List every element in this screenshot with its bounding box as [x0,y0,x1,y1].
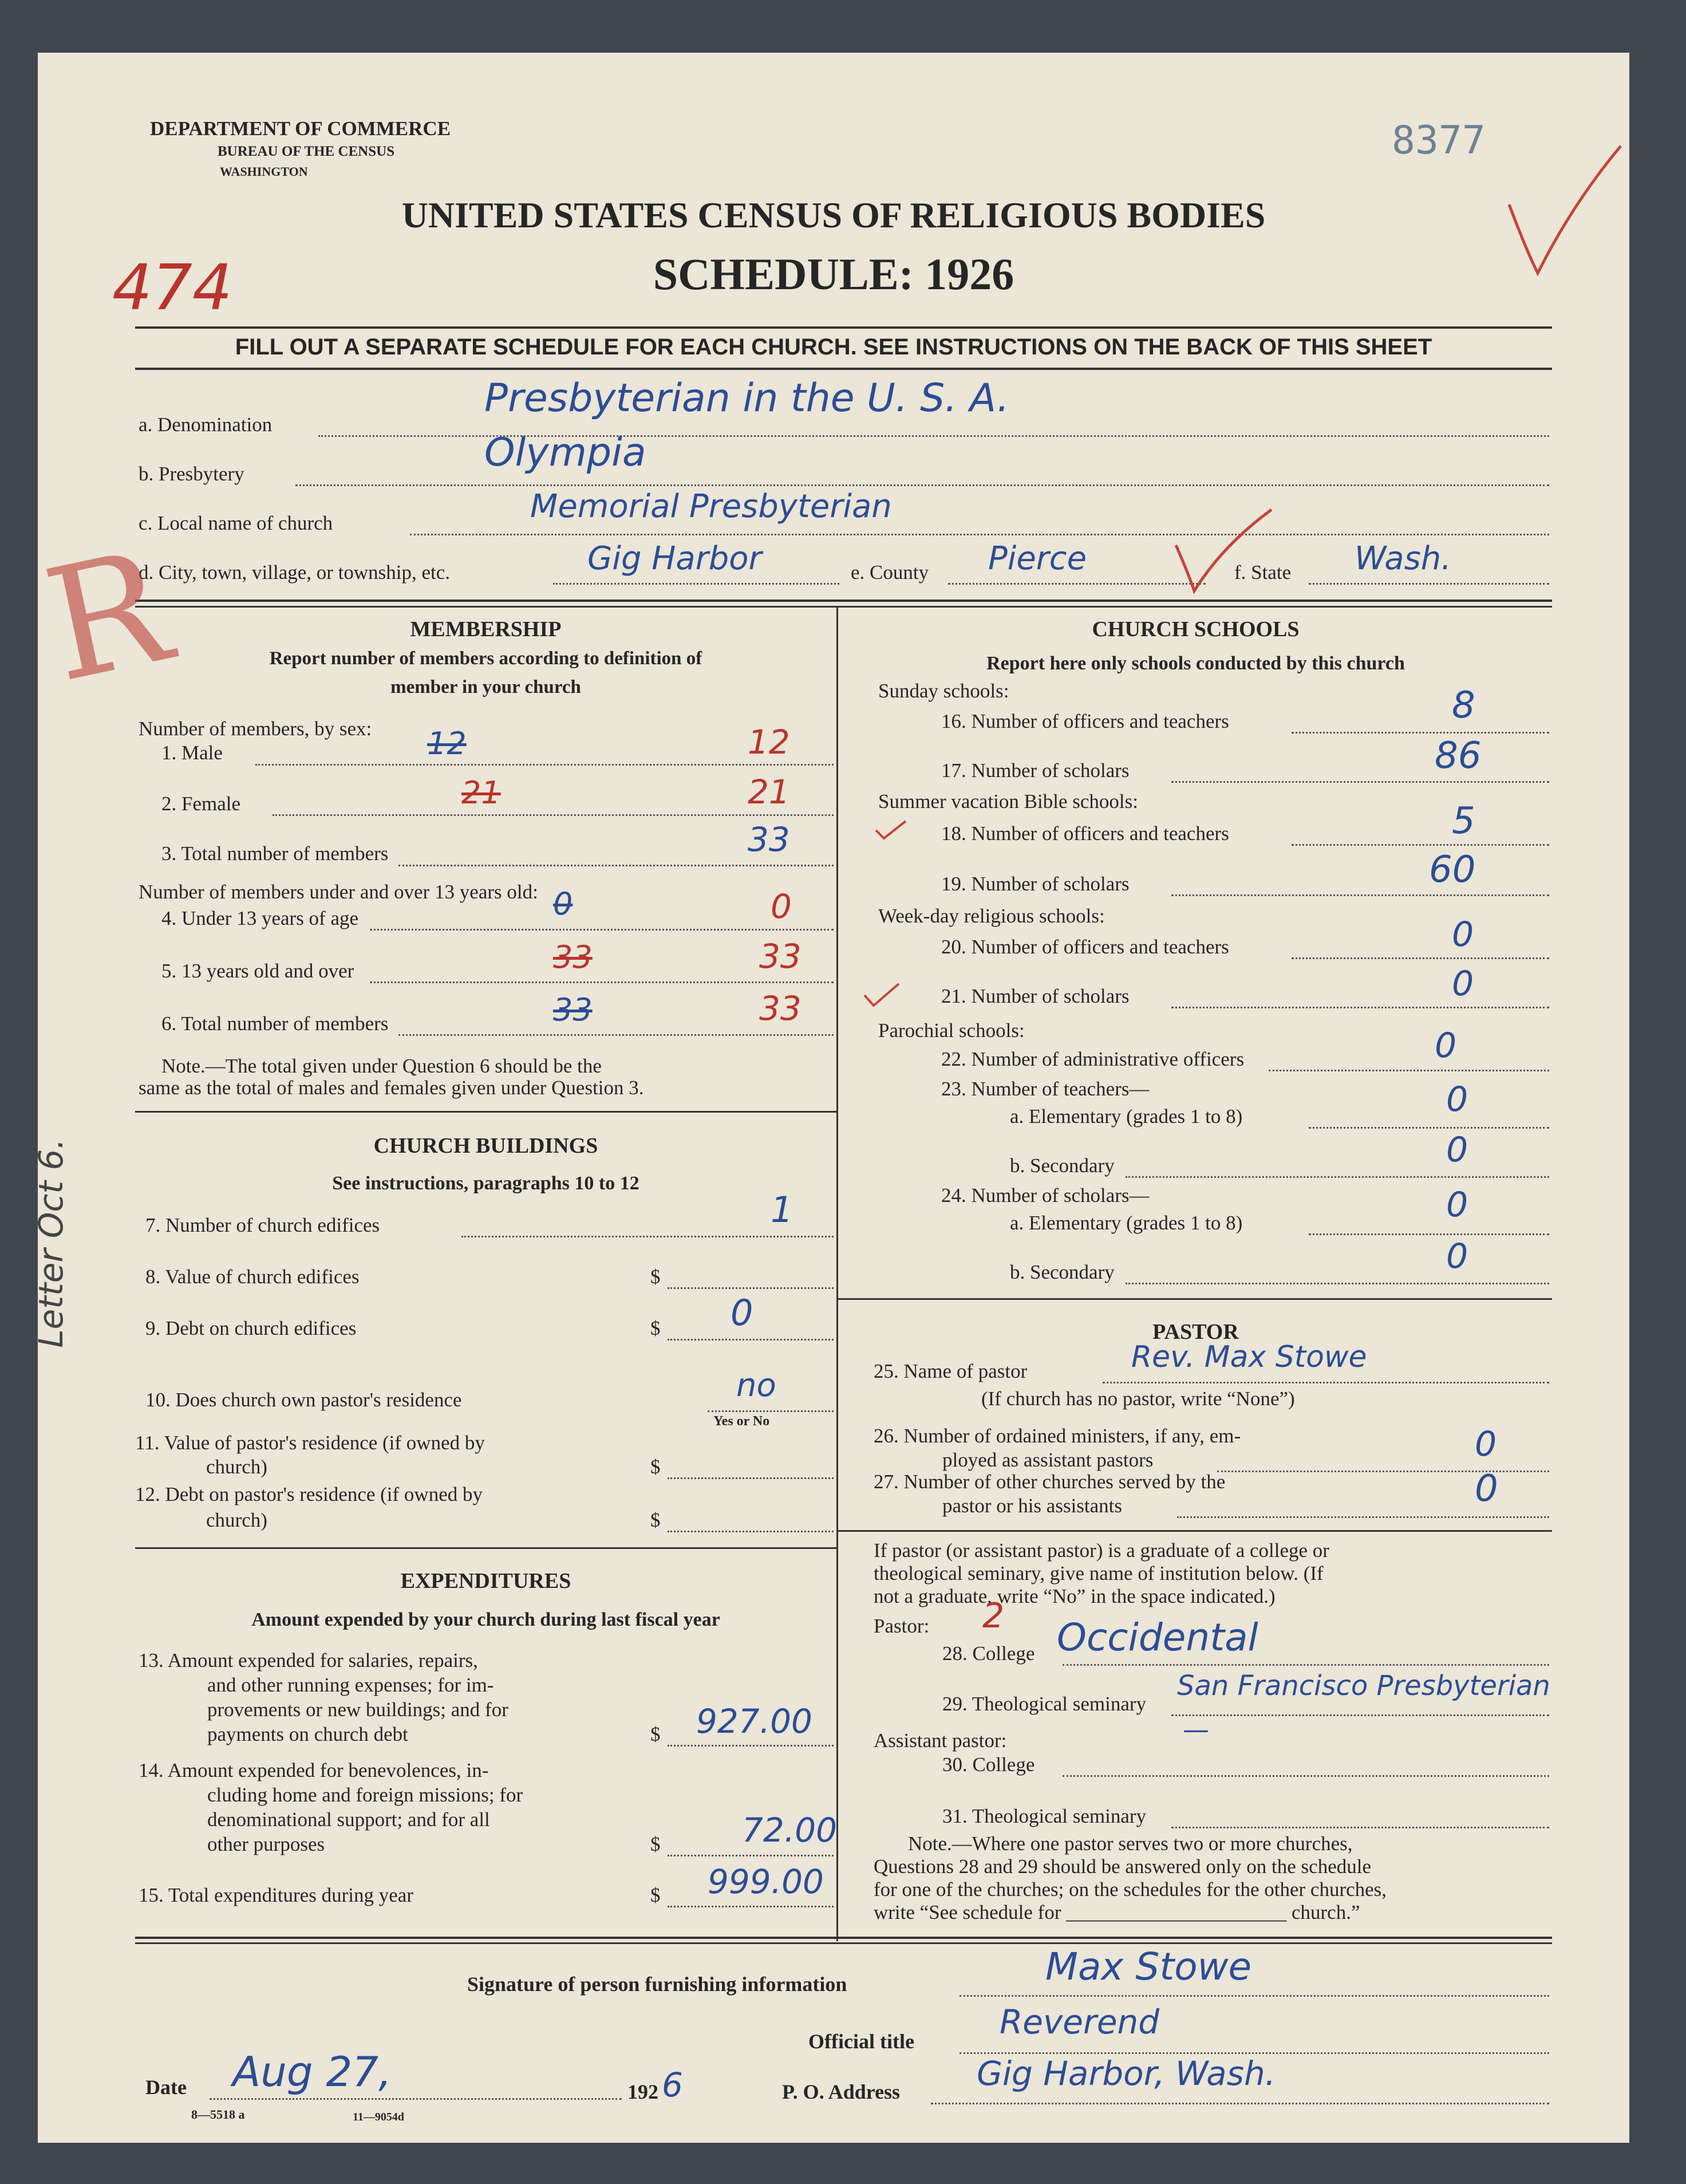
q7-line [461,1236,834,1237]
q29-line [1171,1714,1549,1716]
q27-line-2: pastor or his assistants [942,1495,1123,1517]
q30-label: 30. College [942,1753,1035,1776]
q27-line [1177,1516,1549,1518]
q6-orig: 33 [553,992,593,1028]
q11-label2: church) [206,1456,267,1478]
q17-value[interactable]: 86 [1435,735,1482,777]
q20-label: 20. Number of officers and teachers [941,936,1229,958]
q1-value[interactable]: 12 [748,723,790,762]
q22-value[interactable]: 0 [1435,1026,1457,1066]
q10-hint: Yes or No [713,1414,770,1429]
q26-line [1217,1471,1549,1472]
q12-line [668,1531,834,1532]
q11-line [668,1477,834,1479]
pastor-sub-label: Pastor: [874,1615,930,1637]
q2-orig: 21 [461,775,501,811]
age-heading: Number of members under and over 13 years old: [139,881,538,903]
grad-note-1: If pastor (or assistant pastor) is a graduate of a college or [874,1539,1329,1562]
city-value[interactable]: Gig Harbor [587,540,762,577]
q15-line [668,1906,834,1907]
q10-value[interactable]: no [736,1367,776,1404]
pastor-note-3: for one of the churches; on the schedules for the other churches, [874,1878,1387,1901]
grad-note-3: not a graduate, write “No” in the space indicated.) [874,1585,1276,1607]
q7-value[interactable]: 1 [771,1189,793,1231]
q21-value[interactable]: 0 [1452,964,1474,1004]
q5-value[interactable]: 33 [759,937,801,976]
q14-line-1: 14. Amount expended for benevolences, in- [139,1759,489,1781]
presbytery-label: b. Presbytery [139,463,244,485]
date-label: Date [145,2076,187,2099]
membership-intro-2: member in your church [390,677,581,697]
q23a-value[interactable]: 0 [1446,1079,1468,1119]
q10-label: 10. Does church own pastor's residence [145,1389,462,1411]
review-mark-r: R [31,516,183,717]
q8-label: 8. Value of church edifices [145,1266,360,1288]
instruction-banner: FILL OUT A SEPARATE SCHEDULE FOR EACH CHURCH. SEE INSTRUCTIONS ON THE BACK OF THIS SHEET [235,334,1432,360]
q15-label: 15. Total expenditures during year [139,1884,413,1906]
q7-label: 7. Number of church edifices [145,1214,380,1236]
q26-value[interactable]: 0 [1475,1424,1497,1464]
bureau-line: BUREAU OF THE CENSUS [218,144,395,159]
q26-line-2: ployed as assistant pastors [942,1449,1154,1471]
city-line: WASHINGTON [220,164,308,179]
q22-line [1269,1070,1549,1071]
q16-value[interactable]: 8 [1452,684,1475,727]
q5-label: 5. 13 years old and over [161,960,354,982]
q13-line-4: payments on church debt [207,1723,408,1745]
presbytery-value[interactable]: Olympia [484,430,646,475]
q23a-line [1309,1127,1549,1129]
q2-value[interactable]: 21 [748,772,790,811]
q15-dollar: $ [650,1884,661,1906]
q6-line [398,1034,834,1036]
rule-graduate [838,1530,1552,1532]
q24a-label: a. Elementary (grades 1 to 8) [1010,1212,1243,1234]
print-code: 11—9054d [353,2111,405,2123]
q21-label: 21. Number of scholars [941,985,1130,1007]
form-title: UNITED STATES CENSUS OF RELIGIOUS BODIES [401,195,1266,235]
q19-label: 19. Number of scholars [941,873,1130,895]
q3-value[interactable]: 33 [748,820,790,859]
pastor-heading: PASTOR [1152,1320,1239,1344]
q18-label: 18. Number of officers and teachers [941,822,1229,845]
local-name-label: c. Local name of church [139,512,333,534]
state-label: f. State [1234,561,1292,584]
year-value[interactable]: 6 [662,2065,683,2104]
check-mark-icon [874,819,908,842]
q24b-line [1126,1283,1549,1284]
q10-line [708,1410,834,1412]
q14-line-4: other purposes [207,1833,325,1855]
q24a-line [1309,1233,1549,1235]
q21-line [1171,1007,1549,1008]
q25-hint: (If church has no pastor, write “None”) [981,1387,1295,1410]
sunday-heading: Sunday schools: [878,680,1009,702]
stamp-number: 8377 [1392,118,1486,163]
q23b-line [1126,1176,1549,1178]
column-divider [836,607,838,1941]
q22-label: 22. Number of administrative officers [941,1048,1245,1070]
q28-value[interactable]: Occidental [1057,1615,1258,1659]
pastor-note-2: Questions 28 and 29 should be answered only on the schedule [874,1855,1372,1878]
signature-label: Signature of person furnishing information [467,1973,847,1996]
q30-line [1063,1775,1549,1777]
q5-orig: 33 [553,939,593,975]
pastor-note-1: Note.—Where one pastor serves two or more churches, [908,1832,1353,1855]
q31-label: 31. Theological seminary [942,1805,1147,1827]
q5-line [370,981,834,983]
signature-line [960,1995,1549,1997]
q16-line [1292,732,1549,734]
q15-value[interactable]: 999.00 [708,1862,824,1901]
q9-label: 9. Debt on church edifices [145,1317,357,1339]
local-name-line [410,534,1549,535]
rule-expenditures [135,1547,836,1549]
census-form-sheet [31,53,1629,2143]
signature[interactable]: Max Stowe [1045,1945,1252,1989]
q29-value[interactable]: San Francisco Presbyterian [1177,1670,1550,1702]
q19-value[interactable]: 60 [1429,849,1476,891]
q11-dollar: $ [650,1456,661,1478]
q13-dollar: $ [650,1723,661,1745]
q1-line [255,764,834,766]
q24a-value[interactable]: 0 [1446,1185,1468,1225]
header-rule-2 [135,368,1552,370]
q19-line [1171,894,1549,896]
q12-dollar: $ [650,1509,661,1531]
q28-line [1063,1664,1549,1666]
q6-value[interactable]: 33 [759,989,801,1028]
q24b-value[interactable]: 0 [1446,1236,1468,1276]
q17-line [1171,781,1549,783]
membership-note-2: same as the total of males and females given under Question 3. [139,1077,644,1099]
county-value[interactable]: Pierce [988,540,1087,577]
buildings-sub: See instructions, paragraphs 10 to 12 [332,1173,639,1194]
state-line [1309,583,1549,585]
summer-heading: Summer vacation Bible schools: [878,790,1138,813]
q23a-label: a. Elementary (grades 1 to 8) [1010,1105,1243,1128]
q12-label: 12. Debt on pastor's residence (if owned by [135,1483,483,1505]
denomination-value[interactable]: Presbyterian in the U. S. A. [484,376,1009,421]
footer-rule-2 [135,1942,1552,1944]
county-label: e. County [851,561,929,584]
form-code: 8—5518 a [191,2107,245,2122]
q3-line [398,865,834,866]
rule-pastor [838,1298,1552,1300]
membership-heading: MEMBERSHIP [410,617,562,641]
denomination-label: a. Denomination [139,413,273,436]
q18-line [1292,844,1549,846]
q28-label: 28. College [942,1642,1035,1665]
address-line [931,2103,1549,2104]
header-rule [135,326,1552,329]
section-rule [135,600,1552,602]
margin-note: Letter Oct 6. [31,1138,70,1348]
q23b-label: b. Secondary [1010,1154,1115,1177]
q13-line-3: provements or new buildings; and for [207,1698,508,1721]
q4-label: 4. Under 13 years of age [161,907,359,929]
q16-label: 16. Number of officers and teachers [941,710,1229,732]
q27-value[interactable]: 0 [1475,1468,1498,1510]
state-value[interactable]: Wash. [1355,540,1452,577]
membership-intro-1: Report number of members according to definition of [269,648,702,669]
membership-note-1: Note.—The total given under Question 6 should be the [161,1055,602,1077]
q14-line-3: denominational support; and for all [207,1808,490,1831]
city-label: d. City, town, village, or township, etc. [139,561,451,584]
check-mark-icon [862,980,902,1009]
q14-line [668,1855,834,1856]
city-line [553,583,839,585]
department-line: DEPARTMENT OF COMMERCE [150,117,451,140]
q9-value[interactable]: 0 [731,1292,753,1334]
q31-line [1171,1827,1549,1828]
address-label: P. O. Address [782,2080,901,2103]
q29-label: 29. Theological seminary [942,1693,1147,1715]
county-line [948,583,1206,585]
q27-line-1: 27. Number of other churches served by the [874,1471,1226,1493]
official-title[interactable]: Reverend [1000,2002,1160,2041]
q25-line [1103,1382,1549,1383]
q4-value[interactable]: 0 [771,887,792,926]
q1-orig: 12 [427,726,467,762]
q14-value[interactable]: 72.00 [742,1811,838,1850]
q23-label: 23. Number of teachers— [941,1078,1150,1100]
q23b-value[interactable]: 0 [1446,1130,1468,1170]
parochial-heading: Parochial schools: [878,1019,1025,1042]
q11-label: 11. Value of pastor's residence (if owned by [135,1432,485,1454]
schedule-title: SCHEDULE: 1926 [653,249,1014,299]
q14-dollar: $ [650,1833,661,1855]
schools-intro: Report here only schools conducted by this church [986,653,1405,674]
address-value[interactable]: Gig Harbor, Wash. [977,2054,1276,2093]
q13-line [668,1745,834,1747]
q17-label: 17. Number of scholars [941,759,1130,782]
q13-value[interactable]: 927.00 [696,1702,812,1741]
handwritten-number: 474 [112,251,232,324]
q20-value[interactable]: 0 [1452,914,1474,955]
q2-line [273,814,834,816]
buildings-heading: CHURCH BUILDINGS [373,1134,598,1158]
q18-value[interactable]: 5 [1452,800,1475,842]
q25-label: 25. Name of pastor [874,1360,1028,1382]
q25-value[interactable]: Rev. Max Stowe [1131,1340,1367,1374]
pastor-note-4: write “See schedule for ______________________ church.” [874,1901,1360,1923]
q8-line [668,1287,834,1289]
q4-orig: 0 [553,886,573,922]
footer-rule [135,1937,1552,1939]
q20-line [1292,957,1549,959]
q13-line-2: and other running expenses; for im- [207,1674,494,1696]
rule-buildings [135,1111,836,1113]
q1-label: 1. Male [161,742,223,764]
assistant-label: Assistant pastor: [874,1729,1007,1752]
q24b-label: b. Secondary [1010,1261,1115,1283]
q3-label: 3. Total number of members [161,842,389,865]
q24-label: 24. Number of scholars— [941,1184,1150,1207]
section-rule-2 [135,606,1552,608]
q12-label2: church) [206,1509,267,1531]
q9-line [668,1339,834,1341]
expenditures-heading: EXPENDITURES [400,1569,571,1593]
assistant-dash: — [1183,1714,1209,1745]
expenditures-sub: Amount expended by your church during last fiscal year [251,1609,720,1630]
q9-dollar: $ [650,1317,661,1339]
q13-line-1: 13. Amount expended for salaries, repairs, [139,1649,478,1671]
q8-dollar: $ [650,1266,661,1288]
pastor-mark: 2 [982,1596,1005,1636]
q4-line [370,929,834,931]
official-title-label: Official title [808,2030,914,2053]
year-prefix: 192 [627,2080,658,2103]
q26-line-1: 26. Number of ordained ministers, if any, em- [874,1425,1241,1447]
weekday-heading: Week-day religious schools: [878,905,1105,927]
schools-heading: CHURCH SCHOOLS [1092,617,1300,641]
q6-label: 6. Total number of members [161,1012,389,1035]
presbytery-line [295,484,1549,486]
q14-line-2: cluding home and foreign missions; for [207,1784,523,1806]
local-name-value[interactable]: Memorial Presbyterian [530,488,892,525]
by-sex-heading: Number of members, by sex: [139,718,372,740]
q2-label: 2. Female [161,793,241,815]
date-line [210,2098,622,2100]
grad-note-2: theological seminary, give name of institution below. (If [874,1562,1324,1584]
date-value[interactable]: Aug 27, [232,2048,392,2096]
